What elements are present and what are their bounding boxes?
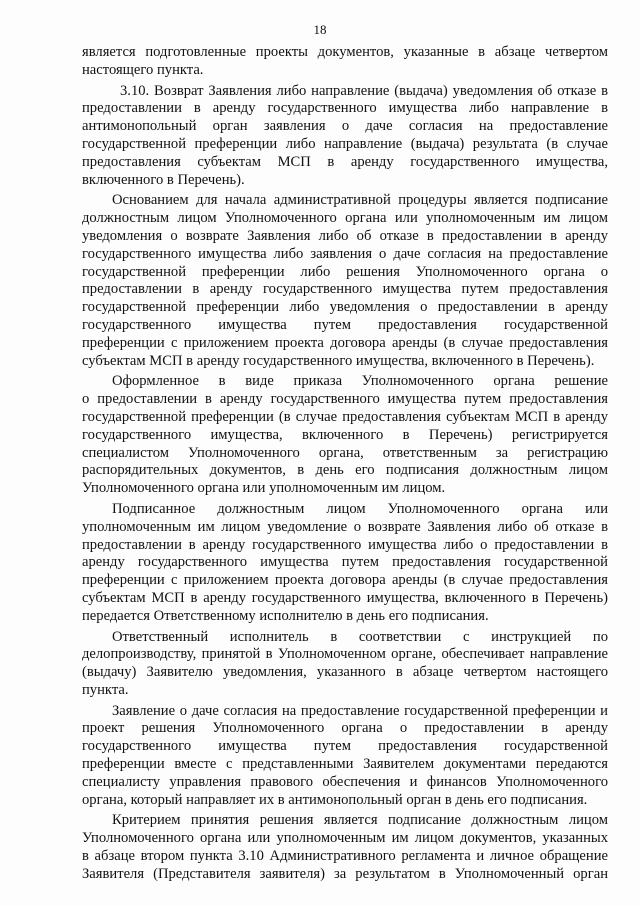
paragraph-line: государственного имущества путем предоставления государственной [82, 316, 608, 333]
paragraph-line: Основанием для начала административной процедуры является подписание [112, 192, 608, 209]
paragraph-line: предоставлении в аренду государственного имущества либо о предоставлении в [82, 536, 608, 553]
paragraph-line: 3.10. Возврат Заявления либо направление (выдача) уведомления об отказе в [120, 82, 608, 99]
paragraph-line: включенного в Перечень). [82, 171, 245, 188]
paragraph-line: государственной преференции (в случае предоставления субъектам МСП в аренду [82, 408, 608, 425]
paragraph-line: государственного имущества либо заявления о даче согласия на предоставление [82, 245, 608, 262]
paragraph-line: субъектам МСП в аренду государственного имущества, включенного в Перечень). [82, 352, 595, 369]
paragraph-line: настоящего пункта. [82, 61, 204, 78]
paragraph-line: Оформленное в виде приказа Уполномоченного органа решение [112, 373, 608, 390]
paragraph [82, 44, 608, 80]
paragraph-line: государственной преференции либо решения Уполномоченного органа о [82, 263, 608, 280]
paragraph-line: Заявителя (Представителя заявителя) за результатом в Уполномоченный орган [82, 865, 608, 882]
paragraph-line: государственного имущества путем предоставления государственной [82, 738, 608, 755]
paragraph-line: предоставлении в аренду государственного имущества либо направление в [82, 100, 608, 117]
paragraph-line: передается Ответственному исполнителю в день его подписания. [82, 607, 489, 624]
paragraph-line: Критерием принятия решения является подписание должностным лицом [112, 812, 608, 829]
paragraph-line: Заявление о даче согласия на предоставление государственной преференции и [112, 702, 608, 719]
paragraph [82, 629, 608, 700]
paragraph-line: уведомления о возврате Заявления либо об отказе в предоставлении в аренду [82, 227, 608, 244]
paragraph-line: должностным лицом Уполномоченного органа или уполномоченным им лицом [82, 210, 608, 227]
paragraph-line: делопроизводству, принятой в Уполномоченном органе, обеспечивает направление [82, 646, 608, 663]
paragraph-line: Ответственный исполнитель в соответствии с инструкцией по [112, 628, 608, 645]
paragraph-line: Уполномоченного органа или уполномоченным им лицом документов, указанных [82, 830, 608, 847]
paragraph [82, 192, 608, 370]
paragraph-line: преференции вместе с представленными Заявителем документами передаются [82, 756, 608, 773]
paragraph-line: преференции с приложением проекта договора аренды (в случае предоставления [82, 334, 608, 351]
paragraph-line: Уполномоченного органа или уполномоченным им лицом. [82, 480, 446, 497]
paragraph [82, 703, 608, 810]
paragraph [82, 812, 608, 883]
paragraph [82, 83, 608, 190]
paragraph-line: антимонопольный орган заявления о даче согласия на предоставление [82, 118, 608, 135]
paragraph-line: государственной преференции либо уведомления о предоставлении в аренду [82, 299, 608, 316]
paragraph-line: пункта. [82, 681, 129, 698]
paragraph-line: в абзаце втором пункта 3.10 Административного регламента и личное обращение [82, 848, 608, 865]
paragraph-line: преференции с приложением проекта договора аренды (в случае предоставления [82, 572, 608, 589]
paragraph-line: аренду государственного имущества путем предоставления государственной [82, 554, 608, 571]
paragraph [82, 373, 608, 498]
paragraph-line: специалистом Уполномоченного органа, ответственным за регистрацию [82, 444, 608, 461]
paragraph-line: предоставлении в аренду государственного имущества путем предоставления [82, 281, 608, 298]
paragraph-line: является подготовленные проекты документов, указанные в абзаце четвертом [82, 44, 608, 60]
paragraph-line: специалисту управления правового обеспечения и финансов Уполномоченного [82, 773, 608, 790]
document-body [82, 44, 608, 887]
paragraph-line: Подписанное должностным лицом Уполномоченного органа или [112, 500, 608, 517]
paragraph-line: органа, который направляет их в антимонопольный орган в день его подписания. [82, 791, 588, 808]
paragraph-line: (выдачу) Заявителю уведомления, указанного в абзаце четвертом настоящего [82, 664, 608, 681]
paragraph-line: государственного имущества, включенного в Перечень) регистрируется [82, 426, 608, 443]
paragraph-line: предоставления субъектам МСП в аренду государственного имущества, [82, 153, 608, 170]
paragraph [82, 501, 608, 626]
paragraph-line: субъектам МСП в аренду государственного имущества, включенного в Перечень) [82, 589, 608, 606]
page-number: 18 [313, 22, 327, 37]
paragraph-line: государственной преференции либо направление (выдача) результата (в случае [82, 135, 608, 152]
paragraph-line: о предоставлении в аренду государственного имущества путем предоставления [82, 391, 608, 408]
paragraph-line: проект решения Уполномоченного органа о предоставлении в аренду [82, 720, 608, 737]
paragraph-line: распорядительных документов, в день его подписания должностным лицом [82, 462, 608, 479]
paragraph-line: уполномоченным им лицом уведомление о возврате Заявления либо об отказе в [82, 518, 608, 535]
